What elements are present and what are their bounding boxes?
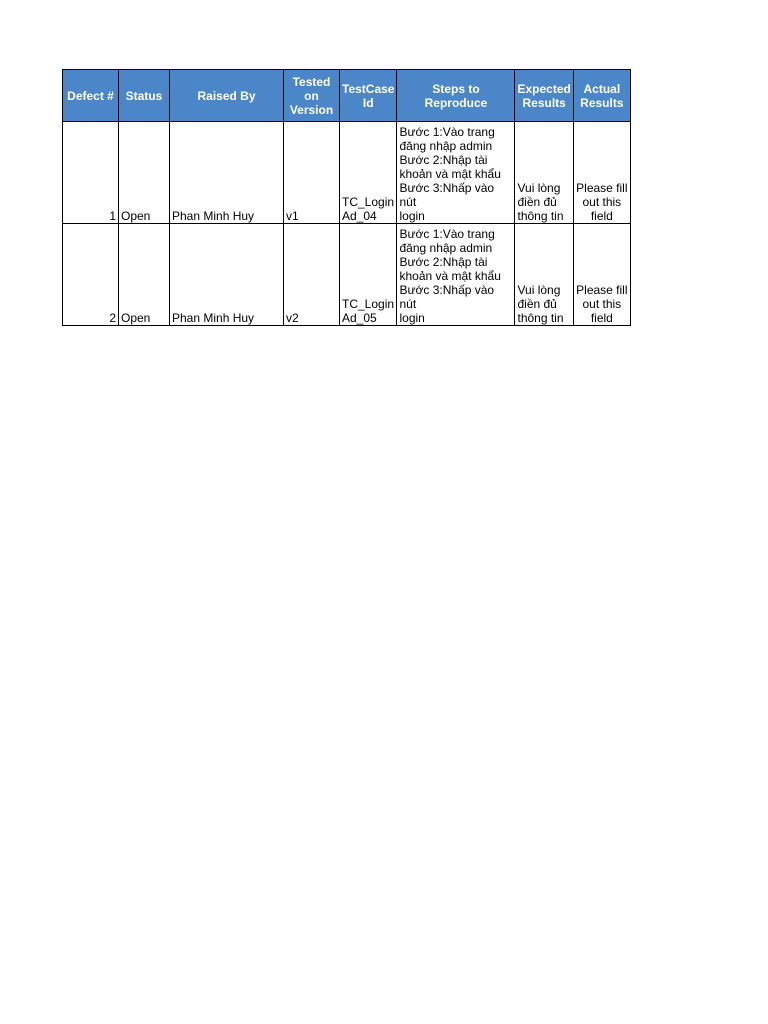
- header-tested-on-version: Tested on Version: [284, 70, 340, 122]
- actual-results-cell: Please fill out this field: [573, 122, 630, 224]
- header-raised-by: Raised By: [170, 70, 284, 122]
- defect-table: [62, 69, 631, 326]
- expected-results-cell: Vui lòng điền đủ thông tin: [515, 122, 573, 224]
- status-cell: Open: [119, 122, 170, 224]
- steps-cell: Bước 1:Vào trang đăng nhập admin Bước 2:Nhập tài khoản và mật khẩu Bước 3:Nhấp vào nút login: [397, 224, 515, 326]
- defect-number-cell: 1: [63, 122, 119, 224]
- raised-by-cell: Phan Minh Huy: [170, 122, 284, 224]
- defect-number-cell: 2: [63, 224, 119, 326]
- version-cell: v2: [284, 224, 340, 326]
- actual-results-cell: Please fill out this field: [573, 224, 630, 326]
- testcase-id-cell: TC_Login Ad_05: [340, 224, 397, 326]
- header-row: [63, 70, 631, 122]
- status-cell: Open: [119, 224, 170, 326]
- header-testcase-id: TestCase Id: [340, 70, 397, 122]
- raised-by-cell: Phan Minh Huy: [170, 224, 284, 326]
- version-cell: v1: [284, 122, 340, 224]
- header-actual-results: Actual Results: [573, 70, 630, 122]
- steps-cell: Bước 1:Vào trang đăng nhập admin Bước 2:Nhập tài khoản và mật khẩu Bước 3:Nhấp vào nút login: [397, 122, 515, 224]
- header-expected-results: Expected Results: [515, 70, 573, 122]
- expected-results-cell: Vui lòng điền đủ thông tin: [515, 224, 573, 326]
- header-defect-number: Defect #: [63, 70, 119, 122]
- header-steps-to-reproduce: Steps to Reproduce: [397, 70, 515, 122]
- testcase-id-cell: TC_Login Ad_04: [340, 122, 397, 224]
- table-row: [63, 122, 631, 224]
- header-status: Status: [119, 70, 170, 122]
- table-row: [63, 224, 631, 326]
